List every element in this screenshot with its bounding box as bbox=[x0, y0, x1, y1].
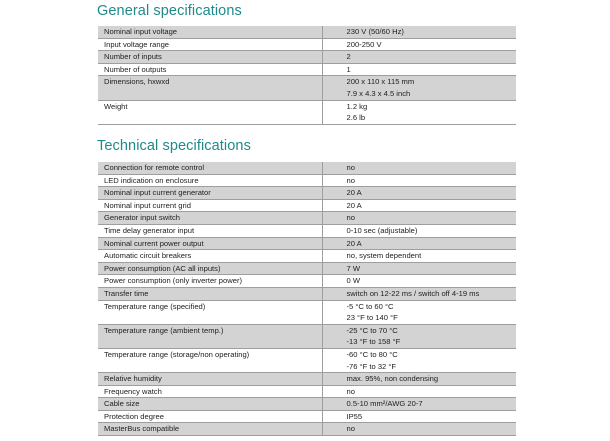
spec-label: Temperature range (ambient temp.) bbox=[98, 324, 322, 348]
spec-row bbox=[98, 385, 516, 398]
spec-value-line: 1 bbox=[346, 64, 351, 74]
spec-label: Nominal input current generator bbox=[98, 187, 322, 200]
spec-value bbox=[322, 38, 516, 51]
spec-row bbox=[98, 410, 516, 423]
spec-value-line: -5 °C to 60 °C bbox=[346, 301, 394, 311]
spec-label: Generator input switch bbox=[98, 212, 322, 225]
spec-row bbox=[98, 287, 516, 300]
spec-label: Nominal current power output bbox=[98, 237, 322, 250]
spec-value-line: 20 A bbox=[346, 200, 362, 210]
spec-value bbox=[322, 410, 516, 423]
spec-value bbox=[322, 324, 516, 348]
spec-label: Frequency watch bbox=[98, 385, 322, 398]
spec-value-line: 230 V (50/60 Hz) bbox=[346, 27, 404, 36]
spec-value-line: 1.2 kg bbox=[346, 101, 368, 111]
spec-row bbox=[98, 162, 516, 174]
spec-value bbox=[322, 373, 516, 386]
spec-row bbox=[98, 100, 516, 124]
spec-label: Protection degree bbox=[98, 410, 322, 423]
spec-row bbox=[98, 63, 516, 76]
spec-label: Dimensions, hxwxd bbox=[98, 76, 322, 100]
spec-value bbox=[322, 348, 516, 372]
spec-value-line: -25 °C to 70 °C bbox=[346, 325, 398, 335]
spec-label: Power consumption (only inverter power) bbox=[98, 275, 322, 288]
spec-value-line: 2.6 lb bbox=[346, 113, 366, 123]
spec-value-line: 0-10 sec (adjustable) bbox=[346, 225, 418, 235]
technical-specifications-table bbox=[98, 162, 516, 436]
spec-value bbox=[322, 76, 516, 100]
spec-value bbox=[322, 287, 516, 300]
spec-value-line: no bbox=[346, 175, 355, 185]
spec-row bbox=[98, 324, 516, 348]
spec-row bbox=[98, 237, 516, 250]
spec-label: Nominal input voltage bbox=[98, 26, 322, 38]
spec-value bbox=[322, 162, 516, 174]
spec-value-line: no bbox=[346, 163, 355, 172]
spec-label: Time delay generator input bbox=[98, 224, 322, 237]
spec-label: Power consumption (AC all inputs) bbox=[98, 262, 322, 275]
spec-row bbox=[98, 398, 516, 411]
spec-row bbox=[98, 212, 516, 225]
spec-row bbox=[98, 51, 516, 64]
spec-row bbox=[98, 300, 516, 324]
spec-row bbox=[98, 275, 516, 288]
spec-value-line: 0.5-10 mm²/AWG 20-7 bbox=[346, 399, 423, 409]
spec-value-line: no bbox=[346, 386, 355, 396]
spec-value bbox=[322, 385, 516, 398]
spec-label: Number of inputs bbox=[98, 51, 322, 64]
spec-value bbox=[322, 250, 516, 263]
spec-value-line: 20 A bbox=[346, 188, 362, 198]
spec-row bbox=[98, 26, 516, 38]
spec-row bbox=[98, 423, 516, 436]
spec-value bbox=[322, 26, 516, 38]
spec-value-line: switch on 12-22 ms / switch off 4-19 ms bbox=[346, 288, 480, 298]
spec-row bbox=[98, 174, 516, 187]
spec-value bbox=[322, 187, 516, 200]
general-specifications-heading: General specifications bbox=[97, 3, 242, 19]
spec-label: Temperature range (storage/non operating) bbox=[98, 348, 322, 372]
spec-row bbox=[98, 38, 516, 51]
spec-value bbox=[322, 237, 516, 250]
spec-value bbox=[322, 423, 516, 436]
spec-label: Temperature range (specified) bbox=[98, 300, 322, 324]
spec-value-line: -60 °C to 80 °C bbox=[346, 349, 398, 359]
spec-value bbox=[322, 262, 516, 275]
spec-value bbox=[322, 300, 516, 324]
general-specifications-table bbox=[98, 26, 516, 125]
spec-value-line: 200-250 V bbox=[346, 39, 382, 49]
spec-value bbox=[322, 174, 516, 187]
technical-specifications-heading: Technical specifications bbox=[97, 138, 251, 154]
spec-value-line: -76 °F to 32 °F bbox=[346, 361, 397, 371]
spec-value-line: 20 A bbox=[346, 238, 362, 248]
spec-value-line: 7 W bbox=[346, 263, 361, 273]
spec-value-line: 0 W bbox=[346, 276, 361, 286]
spec-row bbox=[98, 373, 516, 386]
spec-row bbox=[98, 250, 516, 263]
spec-value-line: max. 95%, non condensing bbox=[346, 374, 439, 384]
spec-value bbox=[322, 275, 516, 288]
spec-row bbox=[98, 199, 516, 212]
spec-value bbox=[322, 63, 516, 76]
spec-label: Number of outputs bbox=[98, 63, 322, 76]
spec-label: Input voltage range bbox=[98, 38, 322, 51]
spec-label: Transfer time bbox=[98, 287, 322, 300]
spec-value bbox=[322, 100, 516, 124]
spec-label: MasterBus compatible bbox=[98, 423, 322, 436]
spec-value bbox=[322, 212, 516, 225]
spec-label: Connection for remote control bbox=[98, 162, 322, 174]
spec-label: Automatic circuit breakers bbox=[98, 250, 322, 263]
spec-value-line: IP55 bbox=[346, 411, 363, 421]
spec-row bbox=[98, 224, 516, 237]
spec-value-line: no bbox=[346, 424, 355, 434]
spec-value bbox=[322, 224, 516, 237]
spec-value-line: 7.9 x 4.3 x 4.5 inch bbox=[346, 88, 411, 98]
spec-value-line: 200 x 110 x 115 mm bbox=[346, 77, 415, 87]
spec-value-line: no, system dependent bbox=[346, 251, 422, 261]
spec-label: LED indication on enclosure bbox=[98, 174, 322, 187]
spec-value bbox=[322, 199, 516, 212]
spec-value-line: 2 bbox=[346, 52, 351, 62]
spec-value-line: -13 °F to 158 °F bbox=[346, 337, 401, 347]
spec-value bbox=[322, 398, 516, 411]
spec-label: Cable size bbox=[98, 398, 322, 411]
spec-label: Nominal input current grid bbox=[98, 199, 322, 212]
spec-value-line: 23 °F to 140 °F bbox=[346, 313, 398, 323]
spec-value-line: no bbox=[346, 213, 355, 223]
spec-label: Weight bbox=[98, 100, 322, 124]
spec-row bbox=[98, 262, 516, 275]
spec-row bbox=[98, 187, 516, 200]
spec-value bbox=[322, 51, 516, 64]
spec-row bbox=[98, 76, 516, 100]
spec-row bbox=[98, 348, 516, 372]
spec-label: Relative humidity bbox=[98, 373, 322, 386]
